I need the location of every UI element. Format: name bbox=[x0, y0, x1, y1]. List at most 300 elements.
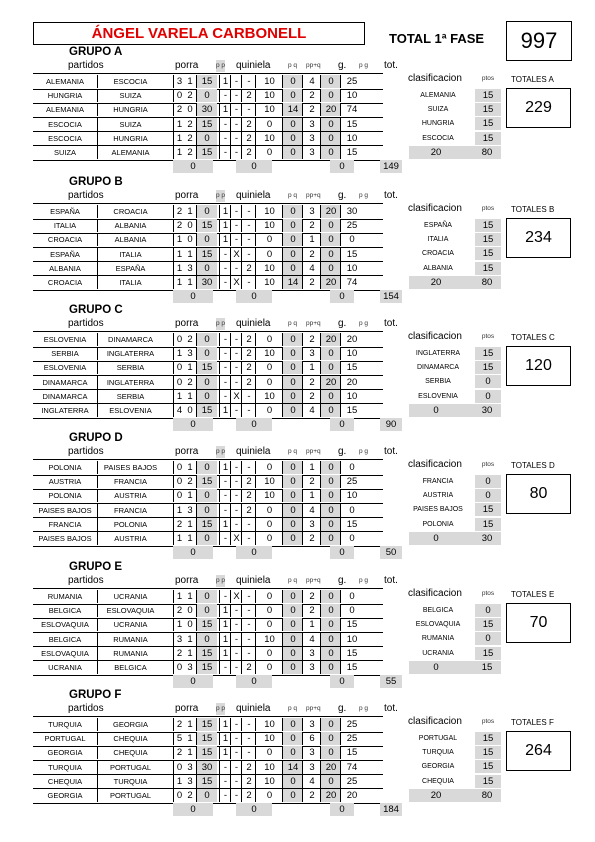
classification-team: ITALIA bbox=[427, 236, 449, 244]
pq: 0 bbox=[255, 118, 283, 131]
team-home: RUMANIA bbox=[47, 592, 83, 601]
header-pq: p q bbox=[288, 705, 298, 712]
header-quiniela: quiniela bbox=[236, 446, 271, 457]
match-row bbox=[33, 276, 383, 289]
match-row bbox=[33, 233, 383, 246]
team-home: AUSTRIA bbox=[48, 477, 82, 487]
team-home: ESLOVENIA bbox=[43, 363, 87, 373]
group-section bbox=[0, 304, 595, 434]
ppq: 14 bbox=[282, 103, 303, 116]
classification-footer-b: 80 bbox=[481, 789, 493, 801]
team-away: AUSTRIA bbox=[97, 532, 163, 545]
header-pq: p q bbox=[288, 62, 298, 69]
group-totals-value: 234 bbox=[506, 218, 571, 258]
tot: 20 bbox=[340, 789, 363, 802]
ppq: 0 bbox=[282, 146, 303, 159]
q-2: - bbox=[241, 518, 256, 531]
classification-team: BELGICA bbox=[422, 607, 454, 614]
goals: 4 bbox=[302, 75, 321, 88]
pq: 0 bbox=[255, 746, 283, 759]
classification-footer bbox=[409, 146, 501, 159]
q-2: - bbox=[241, 404, 256, 417]
team-home: PAISES BAJOS bbox=[38, 505, 92, 515]
q-x: - bbox=[230, 376, 242, 389]
pq: 10 bbox=[255, 633, 283, 646]
group-title: GRUPO C bbox=[69, 304, 123, 316]
classification-points: 15 bbox=[475, 760, 501, 773]
pp-total: 0 bbox=[173, 675, 213, 688]
pg: 0 bbox=[320, 504, 341, 517]
points-header: ptos bbox=[481, 333, 495, 340]
goals: 4 bbox=[302, 404, 321, 417]
porra-home: 1 bbox=[173, 248, 185, 261]
classification-team: ESPAÑA bbox=[424, 222, 452, 229]
pq: 10 bbox=[255, 103, 283, 116]
classification-team: ALEMANIA bbox=[420, 92, 456, 99]
q-x: - bbox=[230, 75, 242, 88]
q-x: - bbox=[230, 475, 242, 488]
header-ppq: pp+q bbox=[306, 577, 321, 584]
porra-home: 1 bbox=[173, 233, 185, 246]
pg: 0 bbox=[320, 732, 341, 745]
team-away: CHEQUIA bbox=[97, 732, 163, 745]
ppq: 0 bbox=[282, 248, 303, 261]
q-x: - bbox=[230, 789, 242, 802]
classification-team: POLONIA bbox=[422, 520, 454, 528]
porra-home: 0 bbox=[173, 333, 185, 346]
classification-row bbox=[409, 219, 501, 232]
porra-away: 0 bbox=[187, 619, 193, 631]
header-ppq: pp+q bbox=[306, 705, 321, 712]
goals: 3 bbox=[302, 761, 321, 774]
porra-away: 1 bbox=[187, 76, 193, 87]
pp: 0 bbox=[196, 789, 217, 802]
tot: 74 bbox=[340, 761, 363, 774]
q-1: - bbox=[219, 89, 231, 102]
porra-home: 1 bbox=[173, 132, 185, 145]
q-1: - bbox=[219, 248, 231, 261]
pp: 0 bbox=[196, 262, 217, 275]
q-x: X bbox=[230, 532, 242, 545]
pp: 0 bbox=[196, 504, 217, 517]
q-1: - bbox=[219, 376, 231, 389]
team-away: BELGICA bbox=[97, 661, 163, 674]
group-totals-value: 80 bbox=[506, 474, 571, 514]
q-1: 1 bbox=[219, 205, 231, 218]
team-away: POLONIA bbox=[97, 518, 163, 531]
porra-home: 0 bbox=[173, 376, 185, 389]
pg: 20 bbox=[320, 103, 341, 116]
q-2: - bbox=[241, 205, 256, 218]
goals: 3 bbox=[302, 146, 321, 159]
header-pp: p p bbox=[216, 703, 225, 715]
pg: 0 bbox=[320, 618, 341, 631]
pp: 15 bbox=[196, 746, 217, 759]
classification-points: 15 bbox=[475, 347, 501, 360]
classification-points: 15 bbox=[475, 361, 501, 374]
header-pg: p g bbox=[359, 192, 369, 199]
group-totals-label: TOTALES C bbox=[511, 333, 555, 342]
classification-footer-a: 20 bbox=[430, 146, 442, 158]
team-home: FRANCIA bbox=[48, 519, 82, 529]
tot: 15 bbox=[340, 404, 363, 417]
pg: 0 bbox=[320, 404, 341, 417]
classification-points: 0 bbox=[475, 475, 501, 488]
q-2: 2 bbox=[241, 504, 256, 517]
tot: 25 bbox=[340, 718, 363, 731]
ppq: 0 bbox=[282, 347, 303, 360]
header-g: g. bbox=[338, 575, 347, 586]
header-pq: p q bbox=[288, 192, 298, 199]
q-1: - bbox=[219, 661, 231, 674]
pq: 0 bbox=[255, 604, 283, 617]
ppq: 0 bbox=[282, 118, 303, 131]
tot: 25 bbox=[340, 75, 363, 88]
classification-footer bbox=[409, 276, 501, 289]
header-ppq: pp+q bbox=[306, 320, 321, 327]
porra-home: 0 bbox=[173, 789, 185, 802]
classification-points: 15 bbox=[475, 503, 501, 516]
header-tot: tot. bbox=[384, 318, 398, 329]
classification-row bbox=[409, 132, 501, 145]
porra-home: 2 bbox=[173, 718, 185, 731]
q-2: 2 bbox=[241, 361, 256, 374]
q-1: 1 bbox=[219, 233, 231, 246]
ppq: 0 bbox=[282, 233, 303, 246]
pq: 10 bbox=[255, 219, 283, 232]
match-row bbox=[33, 248, 383, 261]
header-pg: p g bbox=[359, 320, 369, 327]
pp: 0 bbox=[196, 376, 217, 389]
tot-total: 90 bbox=[380, 418, 402, 431]
classification-team: ALBANIA bbox=[423, 264, 453, 272]
porra-home: 1 bbox=[173, 276, 185, 289]
match-row bbox=[33, 518, 383, 531]
tot: 15 bbox=[340, 146, 363, 159]
pg-total: 0 bbox=[330, 160, 354, 173]
team-away: UCRANIA bbox=[97, 618, 163, 631]
pq: 0 bbox=[255, 248, 283, 261]
classification-header: clasificacion bbox=[408, 716, 462, 727]
header-tot: tot. bbox=[384, 190, 398, 201]
team-away: PORTUGAL bbox=[97, 761, 163, 774]
match-row bbox=[33, 761, 383, 774]
group-totals-value: 70 bbox=[506, 603, 571, 643]
group-totals-label: TOTALES E bbox=[511, 590, 555, 599]
q-x: - bbox=[230, 518, 242, 531]
porra-home: 2 bbox=[173, 219, 185, 232]
pq: 0 bbox=[255, 504, 283, 517]
q-2: - bbox=[241, 590, 256, 603]
pq: 0 bbox=[255, 647, 283, 660]
q-2: - bbox=[241, 604, 256, 617]
classification-row bbox=[409, 390, 501, 403]
classification-points: 15 bbox=[475, 132, 501, 145]
ppq: 0 bbox=[282, 390, 303, 403]
q-1: 1 bbox=[219, 103, 231, 116]
q-x: - bbox=[230, 233, 242, 246]
porra-away: 2 bbox=[187, 376, 193, 388]
q-2: - bbox=[241, 746, 256, 759]
pp: 15 bbox=[196, 475, 217, 488]
team-home: CROACIA bbox=[47, 235, 83, 245]
team-home: PAISES BAJOS bbox=[38, 534, 92, 543]
q-2: - bbox=[241, 276, 256, 289]
porra-away: 1 bbox=[187, 747, 193, 759]
team-away: FRANCIA bbox=[97, 475, 163, 488]
header-pp: p p bbox=[216, 318, 225, 330]
porra-away: 1 bbox=[187, 533, 193, 544]
porra-home: 2 bbox=[173, 518, 185, 531]
pq: 10 bbox=[255, 89, 283, 102]
team-home: ALEMANIA bbox=[46, 105, 84, 115]
classification-row bbox=[409, 361, 501, 374]
q-1: 1 bbox=[219, 219, 231, 232]
match-row bbox=[33, 775, 383, 788]
porra-away: 1 bbox=[187, 362, 193, 374]
classification-points: 15 bbox=[475, 518, 501, 531]
classification-team: HUNGRIA bbox=[421, 120, 455, 128]
classification-row bbox=[409, 503, 501, 516]
tot: 10 bbox=[340, 633, 363, 646]
pq: 10 bbox=[255, 390, 283, 403]
porra-home: 0 bbox=[173, 461, 185, 474]
q-x: - bbox=[230, 718, 242, 731]
q-1: - bbox=[219, 276, 231, 289]
tot: 15 bbox=[340, 518, 363, 531]
team-away: RUMANIA bbox=[97, 647, 163, 660]
pp: 15 bbox=[196, 518, 217, 531]
porra-home: 1 bbox=[173, 618, 185, 631]
q-1: 1 bbox=[219, 75, 231, 88]
pq: 10 bbox=[255, 761, 283, 774]
tot: 15 bbox=[340, 361, 363, 374]
porra-home: 0 bbox=[173, 475, 185, 488]
goals: 2 bbox=[302, 390, 321, 403]
porra-away: 2 bbox=[187, 90, 193, 102]
group-title: GRUPO F bbox=[69, 689, 122, 701]
team-away: INGLATERRA bbox=[97, 376, 163, 389]
team-home: DINAMARCA bbox=[42, 391, 88, 401]
q-x: X bbox=[230, 276, 242, 289]
pg-total: 0 bbox=[330, 418, 354, 431]
q-2: - bbox=[241, 103, 256, 116]
team-home: PORTUGAL bbox=[44, 734, 86, 744]
porra-home: 1 bbox=[173, 347, 185, 360]
pp: 0 bbox=[196, 132, 217, 145]
porra-away: 1 bbox=[187, 462, 193, 473]
header-tot: tot. bbox=[384, 575, 398, 586]
points-header: ptos bbox=[481, 590, 495, 597]
pg: 20 bbox=[320, 761, 341, 774]
tot: 0 bbox=[340, 604, 363, 617]
q-x: X bbox=[230, 248, 242, 261]
group-totals-label: TOTALES B bbox=[511, 205, 555, 214]
porra-away: 1 bbox=[187, 633, 193, 645]
team-away: FRANCIA bbox=[97, 504, 163, 517]
classification-points: 15 bbox=[475, 647, 501, 660]
q-1: 1 bbox=[219, 647, 231, 660]
q-1: 1 bbox=[219, 518, 231, 531]
match-row bbox=[33, 118, 383, 131]
match-row bbox=[33, 361, 383, 374]
q-x: - bbox=[230, 262, 242, 275]
porra-home: 2 bbox=[173, 647, 185, 660]
group-section bbox=[0, 689, 595, 819]
team-home: ESCOCIA bbox=[48, 133, 82, 143]
header-pp: p p bbox=[216, 575, 225, 587]
goals: 4 bbox=[302, 633, 321, 646]
pg: 0 bbox=[320, 775, 341, 788]
header-partidos: partidos bbox=[68, 318, 104, 329]
tot: 0 bbox=[340, 233, 363, 246]
classification-team: RUMANIA bbox=[421, 635, 455, 643]
pq: 10 bbox=[255, 205, 283, 218]
team-home: ALEMANIA bbox=[46, 77, 84, 86]
pp: 15 bbox=[196, 146, 217, 159]
classification-row bbox=[409, 746, 501, 759]
classification-header: clasificacion bbox=[408, 203, 462, 214]
classification-team: GEORGIA bbox=[421, 763, 455, 771]
pq: 10 bbox=[255, 732, 283, 745]
q-1: 1 bbox=[219, 633, 231, 646]
porra-home: 0 bbox=[173, 761, 185, 774]
q-2: 2 bbox=[241, 489, 256, 502]
q-1: - bbox=[219, 761, 231, 774]
team-home: ESLOVAQUIA bbox=[41, 620, 89, 630]
q-x: - bbox=[230, 404, 242, 417]
q-2: 2 bbox=[241, 262, 256, 275]
classification-points: 0 bbox=[475, 375, 501, 388]
header-pq: p q bbox=[288, 448, 298, 455]
goals: 4 bbox=[302, 262, 321, 275]
match-row bbox=[33, 347, 383, 360]
classification-points: 15 bbox=[475, 618, 501, 631]
classification-team: AUSTRIA bbox=[422, 492, 454, 500]
team-away: SUIZA bbox=[97, 118, 163, 131]
pg: 0 bbox=[320, 461, 341, 474]
q-x: - bbox=[230, 361, 242, 374]
pg: 0 bbox=[320, 532, 341, 545]
pp: 0 bbox=[196, 461, 217, 474]
group-totals-label: TOTALES F bbox=[511, 718, 554, 727]
match-row bbox=[33, 633, 383, 646]
tot: 10 bbox=[340, 489, 363, 502]
pq-total: 0 bbox=[236, 675, 272, 688]
q-2: - bbox=[241, 233, 256, 246]
match-row bbox=[33, 333, 383, 346]
group-totals-label: TOTALES A bbox=[511, 75, 554, 84]
classification-points: 15 bbox=[475, 103, 501, 116]
porra-away: 1 bbox=[187, 248, 193, 260]
pp-total: 0 bbox=[173, 290, 213, 303]
header-g: g. bbox=[338, 318, 347, 329]
q-x: - bbox=[230, 489, 242, 502]
pg: 0 bbox=[320, 89, 341, 102]
q-x: - bbox=[230, 461, 242, 474]
header-g: g. bbox=[338, 446, 347, 457]
match-row bbox=[33, 475, 383, 488]
pq: 10 bbox=[255, 132, 283, 145]
pg: 0 bbox=[320, 590, 341, 603]
match-row bbox=[33, 590, 383, 603]
q-2: - bbox=[241, 461, 256, 474]
classification-team: SERBIA bbox=[425, 378, 451, 386]
team-home: ITALIA bbox=[53, 221, 77, 231]
tot: 15 bbox=[340, 618, 363, 631]
header-rule bbox=[33, 331, 383, 332]
match-row bbox=[33, 647, 383, 660]
team-home: SERBIA bbox=[51, 349, 79, 359]
goals: 2 bbox=[302, 376, 321, 389]
team-home: UCRANIA bbox=[48, 663, 82, 672]
classification-header: clasificacion bbox=[408, 459, 462, 470]
q-x: - bbox=[230, 618, 242, 631]
header-partidos: partidos bbox=[68, 60, 104, 71]
header-quiniela: quiniela bbox=[236, 575, 271, 586]
team-home: CHEQUIA bbox=[47, 776, 83, 786]
classification-row bbox=[409, 760, 501, 773]
pp: 0 bbox=[196, 590, 217, 603]
q-2: - bbox=[241, 532, 256, 545]
porra-home: 1 bbox=[173, 390, 185, 403]
q-1: - bbox=[219, 361, 231, 374]
match-row bbox=[33, 718, 383, 731]
q-1: 1 bbox=[219, 746, 231, 759]
team-away: AUSTRIA bbox=[97, 489, 163, 502]
q-x: - bbox=[230, 333, 242, 346]
ppq: 0 bbox=[282, 205, 303, 218]
pq: 10 bbox=[255, 718, 283, 731]
pg: 20 bbox=[320, 333, 341, 346]
team-home: INGLATERRA bbox=[41, 406, 89, 415]
pg: 20 bbox=[320, 376, 341, 389]
classification-points: 0 bbox=[475, 604, 501, 617]
classification-row bbox=[409, 117, 501, 130]
pg: 0 bbox=[320, 75, 341, 88]
ppq: 0 bbox=[282, 775, 303, 788]
porra-away: 3 bbox=[187, 775, 193, 787]
team-home: ESPAÑA bbox=[50, 249, 80, 259]
porra-away: 1 bbox=[187, 719, 193, 730]
team-away: TURQUIA bbox=[97, 775, 163, 788]
team-away: UCRANIA bbox=[97, 590, 163, 603]
pg: 0 bbox=[320, 132, 341, 145]
classification-row bbox=[409, 647, 501, 660]
pp: 15 bbox=[196, 404, 217, 417]
q-2: - bbox=[241, 248, 256, 261]
ppq: 0 bbox=[282, 746, 303, 759]
pg: 0 bbox=[320, 347, 341, 360]
pq: 10 bbox=[255, 75, 283, 88]
porra-away: 2 bbox=[187, 334, 193, 345]
q-2: 2 bbox=[241, 333, 256, 346]
total-phase-label: TOTAL 1ª FASE bbox=[389, 31, 485, 46]
porra-away: 1 bbox=[187, 206, 193, 217]
classification-team: ESCOCIA bbox=[422, 134, 454, 142]
header-quiniela: quiniela bbox=[236, 190, 271, 201]
q-1: - bbox=[219, 262, 231, 275]
classification-points: 15 bbox=[475, 117, 501, 130]
team-home: GEORGIA bbox=[47, 748, 83, 758]
q-x: - bbox=[230, 132, 242, 145]
tot: 10 bbox=[340, 89, 363, 102]
pp: 0 bbox=[196, 233, 217, 246]
header-porra: porra bbox=[175, 318, 199, 329]
match-row bbox=[33, 132, 383, 145]
header-porra: porra bbox=[175, 703, 199, 714]
ppq: 0 bbox=[282, 661, 303, 674]
